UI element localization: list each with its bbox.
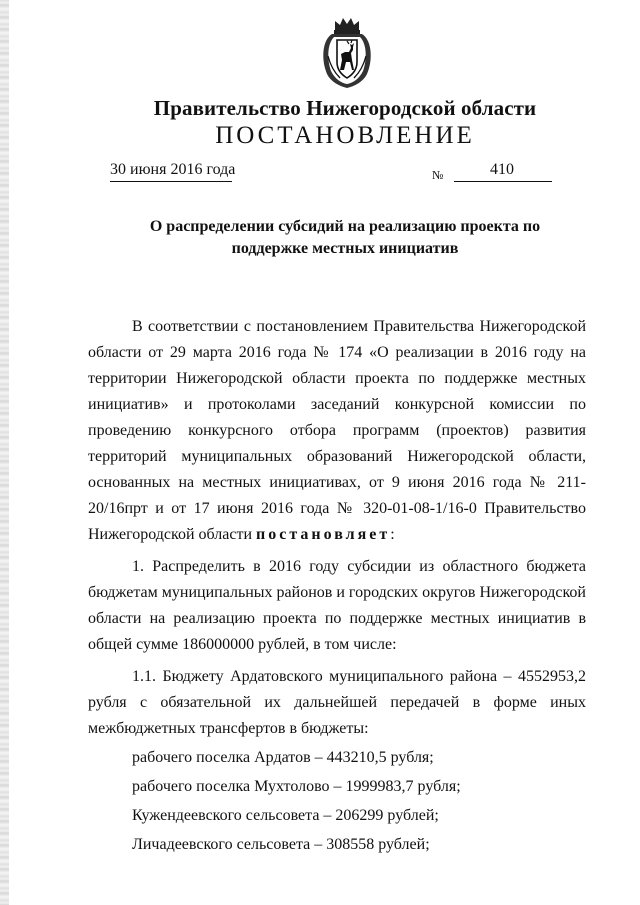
preamble-paragraph bbox=[88, 314, 586, 548]
item-1: 1. Распределить в 2016 году субсидии из областного бюджета бюджетам муниципальных районов и городских округов Нижегородской области на реализацию проекта по поддержке местных инициатив в общей сумме 186000000 рублей, в том числе: bbox=[88, 558, 586, 653]
government-title: Правительство Нижегородской области bbox=[153, 96, 537, 120]
document-body bbox=[88, 314, 586, 858]
recipient-line: рабочего поселка Мухтолово – 1999983,7 рубля; bbox=[132, 778, 461, 795]
subject-line-2: поддержке местных инициатив bbox=[231, 240, 459, 257]
preamble-text: В соответствии с постановлением Правительства Нижегородской области от 29 марта 2016 года № 174 «О реализации в 2016 году на территории Нижегородской области проекта по поддержке местных инициатив» и протоколами заседаний конкурсной комиссии по проведению конкурсного отбора программ (проектов) развития территорий муниципальных образований Нижегородской области, основанных на местных инициативах, от 9 июня 2016 года № 211-20/16прт и от 17 июня 2016 года № 320-01-08-1/16-0 Правительство Нижегородской области bbox=[88, 318, 586, 543]
subject-line-1: О распределении субсидий на реализацию проекта по bbox=[149, 218, 541, 235]
recipient-line: Кужендеевского сельсовета – 206299 рублей; bbox=[132, 807, 439, 824]
document-number: 410 bbox=[454, 161, 552, 182]
resolves-word: постановляет bbox=[256, 526, 391, 543]
recipient-line: рабочего поселка Ардатов – 443210,5 рубля; bbox=[132, 749, 434, 766]
document-type: ПОСТАНОВЛЕНИЕ bbox=[215, 122, 475, 149]
document-date: 30 июня 2016 года bbox=[110, 161, 232, 182]
recipient-line: Личадеевского сельсовета – 308558 рублей; bbox=[132, 836, 430, 853]
document-subject bbox=[60, 216, 630, 260]
item-1-1: 1.1. Бюджету Ардатовского муниципального района – 4552953,2 рубля с обязательной их дальнейшей передачей в форме иных межбюджетных трансфертов в бюджеты: bbox=[88, 668, 586, 737]
number-label: № bbox=[432, 168, 444, 182]
resolves-colon: : bbox=[390, 526, 395, 543]
coat-of-arms-icon bbox=[318, 16, 376, 90]
